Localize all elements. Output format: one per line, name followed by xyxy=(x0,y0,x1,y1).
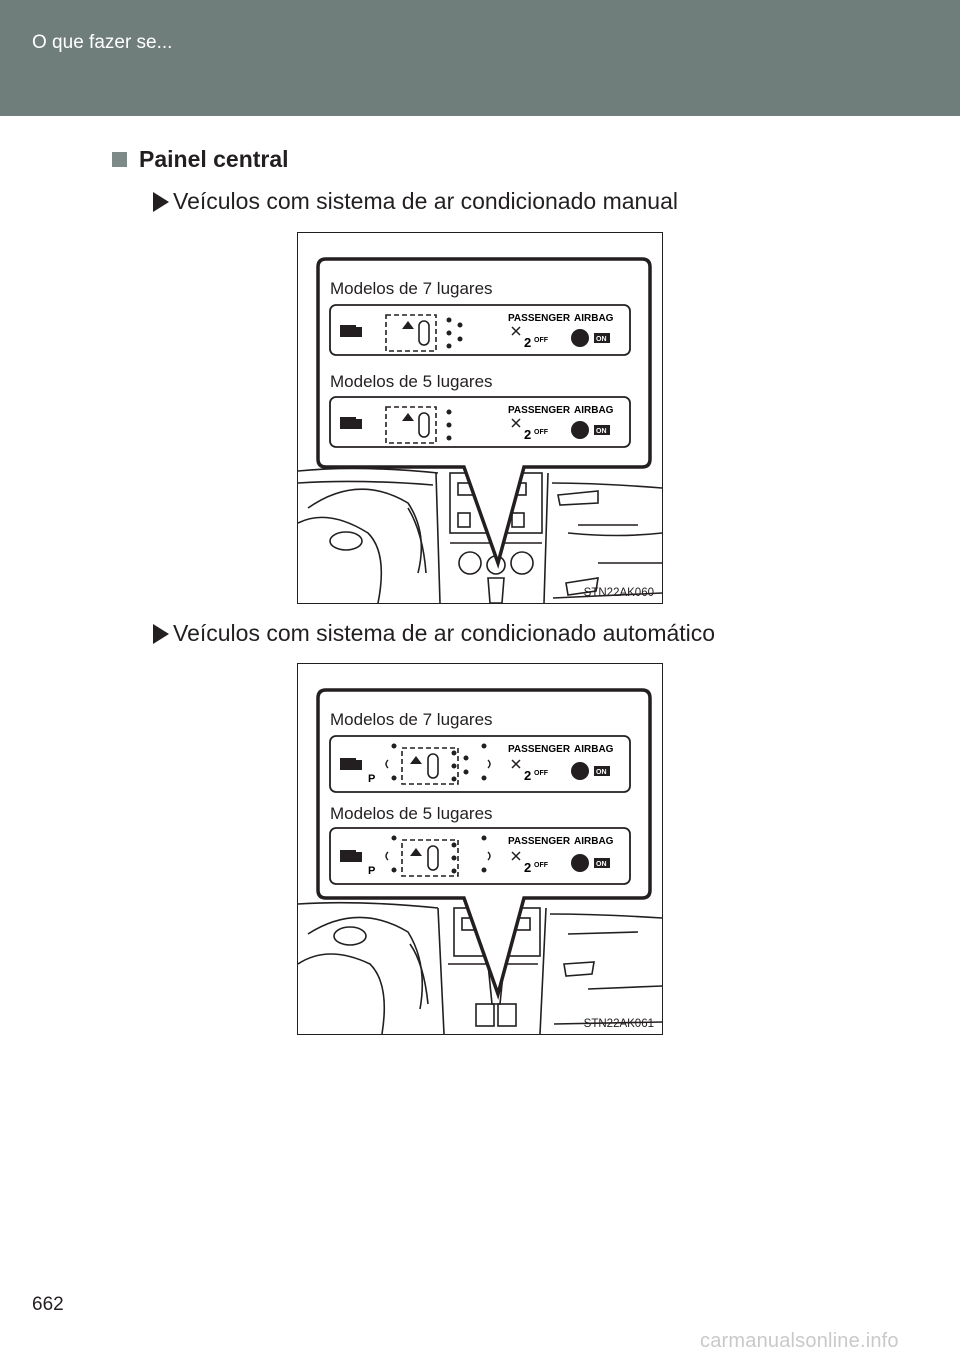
svg-text:OFF: OFF xyxy=(534,862,548,869)
svg-text:2: 2 xyxy=(524,427,532,442)
airbag-on-icon xyxy=(571,329,589,347)
indicator-panel-5-seats xyxy=(330,828,630,884)
svg-text:ON: ON xyxy=(596,428,607,435)
section-heading xyxy=(112,146,289,173)
page-header xyxy=(0,0,960,116)
watermark: carmanualsonline.info xyxy=(700,1330,899,1352)
svg-text:PASSENGER: PASSENGER xyxy=(508,744,571,755)
triangle-bullet-icon xyxy=(153,192,169,212)
svg-text:P: P xyxy=(368,865,376,877)
svg-text:PASSENGER: PASSENGER xyxy=(508,836,571,847)
subsection-label: Veículos com sistema de ar condicionado manual xyxy=(173,188,679,214)
svg-text:2: 2 xyxy=(524,860,532,875)
subsection-manual xyxy=(153,188,678,215)
svg-text:AIRBAG: AIRBAG xyxy=(574,313,614,324)
section-title: Painel central xyxy=(139,146,289,172)
label-7-seats: Modelos de 7 lugares xyxy=(330,279,493,298)
figure-manual-ac xyxy=(297,232,663,604)
svg-text:ON: ON xyxy=(596,861,607,868)
airbag-on-icon xyxy=(571,762,589,780)
svg-text:OFF: OFF xyxy=(534,770,548,777)
label-5-seats: Modelos de 5 lugares xyxy=(330,804,493,823)
subsection-automatic xyxy=(153,620,715,647)
page-number: 662 xyxy=(32,1294,64,1315)
svg-text:2: 2 xyxy=(524,335,532,350)
svg-text:2: 2 xyxy=(524,768,532,783)
chapter-title: O que fazer se... xyxy=(32,32,173,53)
subsection-label: Veículos com sistema de ar condicionado automático xyxy=(173,620,716,646)
indicator-panel-7-seats xyxy=(330,736,630,792)
airbag-on-icon xyxy=(571,421,589,439)
label-7-seats: Modelos de 7 lugares xyxy=(330,710,493,729)
indicator-panel-5-seats xyxy=(330,397,630,447)
bullet-square-icon xyxy=(112,152,127,167)
svg-text:AIRBAG: AIRBAG xyxy=(574,405,614,416)
figure-code: STN22AK060 xyxy=(583,587,654,599)
svg-text:PASSENGER: PASSENGER xyxy=(508,405,571,416)
svg-text:AIRBAG: AIRBAG xyxy=(574,744,614,755)
svg-text:P: P xyxy=(368,773,376,785)
svg-text:OFF: OFF xyxy=(534,429,548,436)
figure-automatic-ac xyxy=(297,663,663,1035)
svg-text:OFF: OFF xyxy=(534,337,548,344)
svg-text:ON: ON xyxy=(596,336,607,343)
svg-text:ON: ON xyxy=(596,769,607,776)
indicator-panel-7-seats xyxy=(330,305,630,355)
airbag-on-icon xyxy=(571,854,589,872)
figure-code: STN22AK061 xyxy=(583,1018,654,1030)
svg-text:AIRBAG: AIRBAG xyxy=(574,836,614,847)
label-5-seats: Modelos de 5 lugares xyxy=(330,372,493,391)
svg-text:PASSENGER: PASSENGER xyxy=(508,313,571,324)
triangle-bullet-icon xyxy=(153,624,169,644)
